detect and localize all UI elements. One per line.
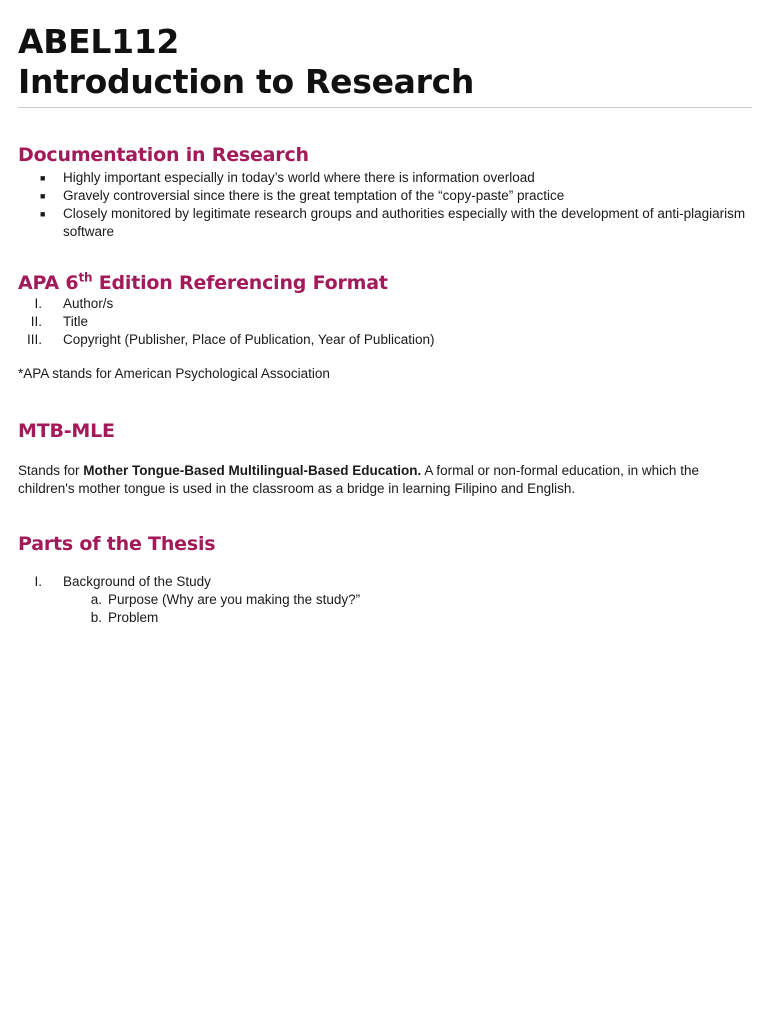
list-item-text: Title bbox=[63, 314, 89, 329]
list-item-text: Closely monitored by legitimate research groups and authorities especially with the development of anti-plagiarism software bbox=[63, 206, 746, 239]
list-marker: a. bbox=[90, 592, 102, 607]
section-heading-thesis: Parts of the Thesis bbox=[18, 533, 216, 555]
mtb-rest-text: A formal or non-formal education, in which the children's mother tongue is used in the classroom as a bridge in learning Filipino and English. bbox=[18, 463, 699, 496]
list-item-text: Copyright (Publisher, Place of Publication, Year of Publication) bbox=[63, 332, 435, 347]
list-item bbox=[18, 573, 752, 591]
list-item bbox=[18, 313, 752, 331]
list-item bbox=[18, 591, 752, 609]
thesis-parts-list bbox=[18, 573, 752, 591]
documentation-list bbox=[18, 169, 752, 241]
page-title bbox=[18, 22, 752, 102]
course-code: ABEL112 bbox=[18, 22, 180, 61]
list-item bbox=[18, 187, 752, 205]
list-marker: b. bbox=[90, 610, 102, 625]
list-item-text: Background of the Study bbox=[63, 574, 211, 589]
mtb-lead-text: Stands for bbox=[18, 463, 84, 478]
title-divider bbox=[18, 107, 752, 108]
section-heading-documentation: Documentation in Research bbox=[18, 144, 309, 166]
list-item-text: Purpose (Why are you making the study?” bbox=[108, 592, 361, 607]
list-marker: III. bbox=[26, 332, 42, 347]
list-item bbox=[18, 609, 752, 627]
list-marker: I. bbox=[34, 296, 42, 311]
apa-heading-prefix: APA 6 bbox=[18, 272, 79, 294]
document-page bbox=[18, 22, 752, 627]
mtb-bold-term: Mother Tongue-Based Multilingual-Based Education. bbox=[83, 463, 422, 478]
apa-heading-superscript: th bbox=[78, 270, 93, 285]
section-heading-apa bbox=[18, 271, 752, 295]
list-item-text: Author/s bbox=[63, 296, 114, 311]
bullet-icon: ■ bbox=[40, 173, 46, 183]
list-marker: II. bbox=[30, 314, 42, 329]
list-item-text: Highly important especially in today’s world where there is information overload bbox=[63, 170, 535, 185]
list-item bbox=[18, 205, 752, 241]
list-item-text: Gravely controversial since there is the great temptation of the “copy-paste” practice bbox=[63, 188, 565, 203]
bullet-icon: ■ bbox=[40, 209, 46, 219]
mtb-mle-paragraph bbox=[18, 462, 752, 498]
bullet-icon: ■ bbox=[40, 191, 46, 201]
list-marker: I. bbox=[34, 574, 42, 589]
thesis-sublist bbox=[18, 591, 752, 627]
apa-heading-suffix: Edition Referencing Format bbox=[92, 272, 388, 294]
section-heading-mtb-mle: MTB-MLE bbox=[18, 420, 115, 442]
list-item bbox=[18, 295, 752, 313]
apa-footnote: *APA stands for American Psychological Association bbox=[18, 366, 330, 381]
list-item-text: Problem bbox=[108, 610, 159, 625]
course-title: Introduction to Research bbox=[18, 62, 475, 101]
list-item bbox=[18, 331, 752, 349]
apa-format-list bbox=[18, 295, 752, 349]
list-item bbox=[18, 169, 752, 187]
